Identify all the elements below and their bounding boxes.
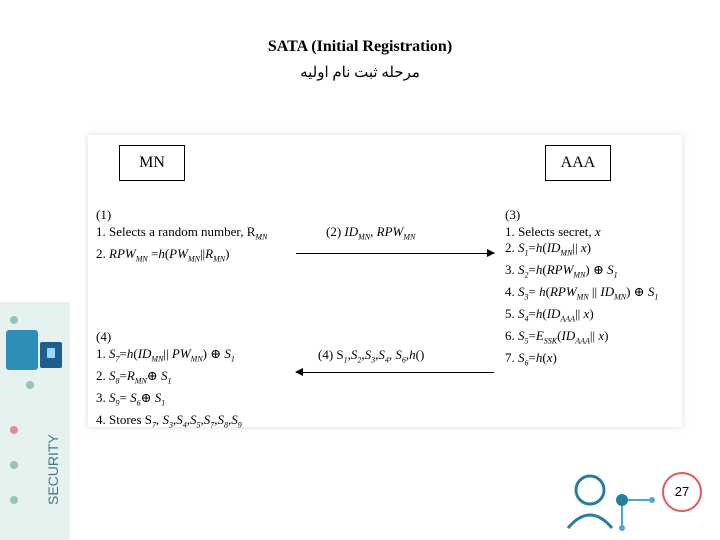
step3-line6: 6. $S_5=E_{SSK}(ID_{AAA}||$ x) <box>505 328 609 346</box>
step3-line3: 3. $S_2=h(RPW_{MN})$ ⊕ $S_1$ <box>505 262 618 280</box>
slide-subtitle: مرحله ثبت نام اولیه <box>300 65 420 81</box>
protocol-diagram <box>88 135 682 430</box>
arrow-mn-to-aaa <box>296 253 494 254</box>
step1-line1: 1. Selects a random number, $R_{MN}$ <box>96 223 268 242</box>
aaa-entity-box: AAA <box>545 145 611 181</box>
step3-heading: (3) <box>505 207 521 222</box>
step1-line2: 2. $RPW_{MN} =h(PW_{MN}||R_{MN})$ <box>96 245 230 264</box>
arrow-aaa-to-mn <box>296 372 494 373</box>
security-graphic <box>0 290 80 540</box>
step4-line3: 3. $S_9=$ $S_6\oplus$ $S_1$ <box>96 389 166 408</box>
step4-line2: 2. $S_8=R_{MN}\oplus$ $S_1$ <box>96 367 172 386</box>
security-side-label: SECURITY <box>45 434 61 505</box>
step3-block <box>505 207 658 373</box>
step4-block <box>96 329 242 434</box>
step4-heading: (4) <box>96 329 112 344</box>
slide-title: SATA (Initial Registration) <box>267 38 453 55</box>
step4-line4: 4. Stores $S_7$, $S_3,S_4,S_5,S_7,S_8,S_9$ <box>96 411 242 430</box>
step3-line7: 7. $S_6=h(x)$ <box>505 350 557 369</box>
message-2-label: (2) $ID_{MN}$, $RPW_{MN}$ <box>326 224 416 242</box>
step1-block <box>96 207 267 268</box>
step4-line1: 1. $S_7=h(ID_{MN}||$ $PW_{MN}$) ⊕ $S_1$ <box>96 345 235 364</box>
step3-line5: 5. $S_4=h(ID_{AAA}||$ x) <box>505 306 594 324</box>
cyber-user-logo <box>560 462 660 532</box>
message-4-label: (4) $S_1,S_2,S_3,S_4$, $S_6,h()$ <box>318 347 425 365</box>
step3-line2: 2. $S_1=h(ID_{MN}||$ x) <box>505 240 591 258</box>
step3-line1: 1. Selects secret, x <box>505 223 601 239</box>
step3-line4: 4. $S_3= h(RPW_{MN}$ || $ID_{MN}$) ⊕ $S_1$ <box>505 284 659 302</box>
step1-heading: (1) <box>96 207 112 222</box>
page-number: 27 <box>662 472 702 512</box>
mn-entity-box: MN <box>119 145 185 181</box>
